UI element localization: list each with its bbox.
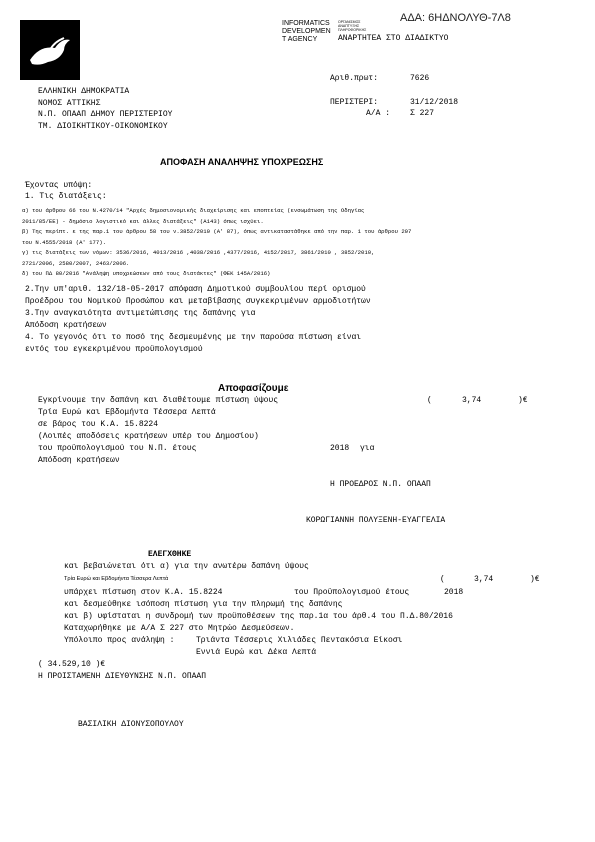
item3-line: Απόδοση κρατήσεων xyxy=(25,321,107,330)
provision-line: 2721/2006, 2580/2007, 2463/2006. xyxy=(22,259,130,267)
agency-line: INFORMATICS xyxy=(282,20,330,27)
issuer-line: Ν.Π. ΟΠΑΑΠ ΔΗΜΟΥ ΠΕΡΙΣΤΕΡΙΟΥ xyxy=(38,110,173,119)
decision-heading: Αποφασίζουμε xyxy=(218,383,289,394)
issuer-line: ΕΛΛΗΝΙΚΗ ΔΗΜΟΚΡΑΤΙΑ xyxy=(38,87,130,96)
issuer-block xyxy=(38,86,172,132)
document-date: 31/12/2018 xyxy=(410,98,459,107)
verification-line-4: και δεσμεύθηκε ισόποση πίστωση για την πληρωμή της δαπάνης xyxy=(64,600,343,609)
provision-line: β) Της περίπτ. ε της παρ.1 του άρθρου 58 του ν.3852/2010 (Α' 87), όπως αντικαταστάθηκε από την παρ. 1 του άρθρου 207 xyxy=(22,228,412,235)
decision-budget-line: του προϋπολογισμού του Ν.Π. έτους xyxy=(38,444,197,453)
protocol-label: Αριθ.πρωτ: xyxy=(330,74,379,83)
verification-line-6: Καταχωρήθηκε με Α/Α Σ 227 στο Μητρώο Δεσμεύσεων. xyxy=(64,624,295,633)
agency-small-line: ΠΛΗΡΟΦΟΡΙΚΗΣ xyxy=(338,28,367,32)
agency-line: T AGENCY xyxy=(282,36,318,43)
verification-amount: 3,74 xyxy=(474,575,494,584)
aa-label: Α/Α : xyxy=(366,109,391,118)
remaining-label: Υπόλοιπο προς ανάληψη : xyxy=(64,636,175,645)
protocol-number: 7626 xyxy=(410,74,430,83)
verification-line-3b: του Προϋπολογισμού έτους xyxy=(294,588,410,597)
remaining-amount: ( 34.529,10 )€ xyxy=(38,660,106,669)
verification-line-3: υπάρχει πίστωση στον Κ.Α. 15.8224 xyxy=(64,588,223,597)
document-title: ΑΠΟΦΑΣΗ ΑΝΑΛΗΨΗΣ ΥΠΟΧΡΕΩΣΗΣ xyxy=(160,157,324,167)
considering-item-2 xyxy=(25,284,371,356)
verification-heading: ΕΛΕΓΧΘΗΚΕ xyxy=(148,550,192,559)
director-role: Η ΠΡΟΙΣΤΑΜΕΝΗ ΔΙΕΥΘΥΝΣΗΣ Ν.Π. ΟΠΑΑΠ xyxy=(38,672,207,681)
decision-purpose: Απόδοση κρατήσεων xyxy=(38,456,120,465)
remaining-words-2: Εννιά Ευρώ και Δέκα Λεπτά xyxy=(196,648,317,657)
decision-year: 2018 xyxy=(330,444,350,453)
director-name: ΒΑΣΙΛΙΚΗ ΔΙΟΝΥΣΟΠΟΥΛΟΥ xyxy=(78,720,184,729)
item4-line: 4. Το γεγονός ότι το ποσό της δεσμευμένης με την παρούσα πίστωση είναι xyxy=(25,333,362,342)
agency-small-line: ΟΡΓΑΝΙΣΜΟΣ xyxy=(338,20,361,24)
agency-small-line: ΑΝΑΠΤΥΞΗΣ xyxy=(338,24,360,28)
agency-name-greek xyxy=(338,20,366,32)
decision-paren-close: )€ xyxy=(518,396,528,405)
dove-icon xyxy=(20,20,80,80)
agency-logo xyxy=(20,20,80,80)
verification-amount-words: Τρία Ευρώ και Εβδομήντα Τέσσερα Λεπτά xyxy=(64,576,169,582)
aa-value: Σ 227 xyxy=(410,109,435,118)
provision-line: γ) τις διατάξεις των νόμων: 3536/2016, 4013/2016 ,4038/2016 ,4377/2016, 4152/2017, 3861/2010 , 3852/2010, xyxy=(22,249,375,256)
item4-line: εντός του εγκεκριμένου προϋπολογισμού xyxy=(25,345,203,354)
ada-code: ΑΔΑ: 6ΗΔΝΟΛΥΘ-7Λ8 xyxy=(400,12,511,24)
verification-line-5: και β) υφίσταται η συνδρομή των προϋποθέσεων της παρ.1α του άρθ.4 του Π.Δ.80/2016 xyxy=(64,612,453,621)
agency-name xyxy=(282,20,331,44)
considering-heading: Έχοντας υπόψη: xyxy=(25,181,93,190)
item2-line: Προέδρου του Νομικού Προσώπου και μεταβίβασης συγκεκριμένων αρμοδιοτήτων xyxy=(25,297,371,306)
item3-line: 3.Την αναγκαιότητα αντιμετώπισης της δαπάνης για xyxy=(25,309,256,318)
decision-other-line: (Λοιπές αποδόσεις κρατήσεων υπέρ του Δημοσίου) xyxy=(38,432,259,441)
provisions-list xyxy=(22,206,411,280)
provision-line: του Ν.4555/2018 (Α' 177). xyxy=(22,238,106,246)
president-role: Η ΠΡΟΕΔΡΟΣ Ν.Π. ΟΠΑΑΠ xyxy=(330,480,431,489)
verification-paren-open: ( xyxy=(440,575,445,584)
president-name: ΚΟΡΩΓΙΑΝΝΗ ΠΟΛΥΞΕΝΗ-ΕΥΑΓΓΕΛΙΑ xyxy=(306,516,446,525)
decision-amount: 3,74 xyxy=(462,396,482,405)
provision-line: 2011/85/ΕΕ) - δημόσιο λογιστικό και άλλες διατάξεις" (Α143) όπως ισχύει. xyxy=(22,217,264,225)
considering-item-1: 1. Τις διατάξεις: xyxy=(25,192,107,201)
verification-paren-close: )€ xyxy=(530,575,540,584)
provision-line: α) του άρθρου 66 του Ν.4270/14 "Αρχές δημοσιονομικής διαχείρισης και εποπτείας (ενσωμάτωση της Οδηγίας xyxy=(22,207,365,214)
place-label: ΠΕΡΙΣΤΕΡΙ: xyxy=(330,98,379,107)
remaining-words-1: Τριάντα Τέσσερις Χιλιάδες Πεντακόσια Είκοσι xyxy=(196,636,403,645)
posted-online-label: ΑΝΑΡΤΗΤΕΑ ΣΤΟ ΔΙΑΔΙΚΤΥΟ xyxy=(338,34,449,43)
issuer-line: ΝΟΜΟΣ ΑΤΤΙΚΗΣ xyxy=(38,98,101,108)
verification-line-1: και βεβαιώνεται ότι α) για την ανωτέρω δαπάνη ύψους xyxy=(64,562,309,571)
decision-for-label: για xyxy=(360,444,375,453)
decision-amount-words: Τρία Ευρώ και Εβδομήντα Τέσσερα Λεπτά xyxy=(38,408,216,417)
provision-line: δ) του ΠΔ 80/2016 "Ανάληψη υποχρεώσεων από τους διατάκτες" (ΦΕΚ 145Α/2016) xyxy=(22,270,271,277)
issuer-line: ΤΜ. ΔΙΟΙΚΗΤΙΚΟΥ-ΟΙΚΟΝΟΜΙΚΟΥ xyxy=(38,121,168,131)
verification-year: 2018 xyxy=(444,588,464,597)
decision-ka-line: σε βάρος του Κ.Α. 15.8224 xyxy=(38,420,159,429)
agency-line: DEVELOPMEN xyxy=(282,28,331,35)
decision-approve-line: Εγκρίνουμε την δαπάνη και διαθέτουμε πίστωση ύψους xyxy=(38,396,279,405)
item2-line: 2.Την υπ'αριθ. 132/18-05-2017 απόφαση Δημοτικού συμβουλίου περί ορισμού xyxy=(25,285,366,294)
decision-paren-open: ( xyxy=(427,396,432,405)
